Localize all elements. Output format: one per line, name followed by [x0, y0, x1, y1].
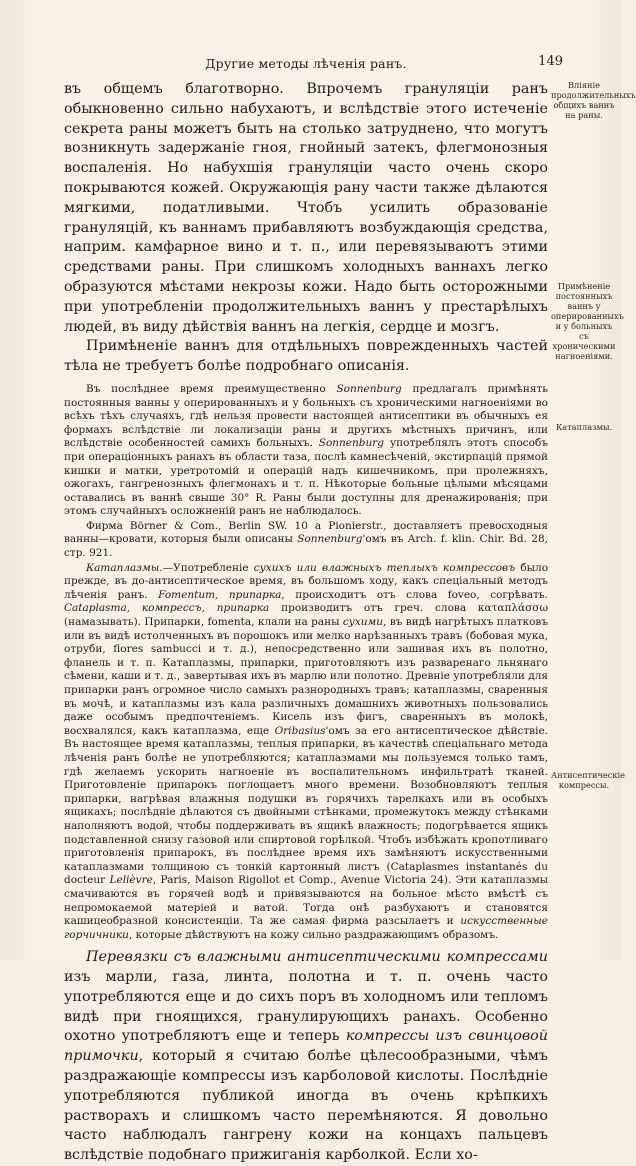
- emphasis-text: Sonnenburg: [318, 437, 385, 450]
- emphasis-text: Sonnenburg: [297, 533, 363, 546]
- text-run: предлагалъ примѣнять постоянныя ванны у оперированныхъ и у больныхъ съ хроническими нагноеніями во всѣхъ тѣхъ случаяхъ, гдѣ нельзя провести настоящей антисептики въ обычныхъ ея формахъ вслѣдствіе ли локализаціи раны и другихъ мѣстныхъ причинъ, или вслѣдствіе особенностей самихъ больныхъ.: [64, 382, 548, 450]
- paragraph: [64, 337, 548, 377]
- text-run: въ общемъ благотворно. Впрочемъ грануляціи ранъ обыкновенно сильно набухаютъ, и вслѣдствіе этого истеченіе секрета раны можетъ быть на столько затруднено, что могутъ возникнуть задержаніе гноя, гнойный затекъ, флегмонозныя воспаленія. Но набухшія грануляціи часто очень скоро покрываются кожей. Окружающія рану части также дѣлаются мягкими, податливыми. Чтобъ усилить образованіе грануляцій, къ ваннамъ прибавляютъ возбуждающія средства, наприм. камфарное вино и т. п., или перевязываютъ этими средствами раны. При слишкомъ холодныхъ ваннахъ легко образуются мѣстами некрозы кожи. Надо быть осторожными при употребленіи продолжительныхъ ваннъ у престарѣлыхъ людей, въ виду дѣйствія ваннъ на легкія, сердце и мозгъ.: [64, 81, 548, 335]
- emphasis-text: Cataplasma, компрессъ, припарка: [64, 602, 270, 615]
- emphasis-text: Перевязки съ влажными антисептическими компрессами: [86, 949, 548, 966]
- text-run: Примѣненіе ваннъ для отдѣльныхъ поврежденныхъ частей тѣла не требуетъ болѣе подробнаго описанія.: [64, 338, 548, 375]
- emphasis-text: Lelièvre: [109, 874, 153, 887]
- running-title: Другие методы лѣченія ранъ.: [205, 56, 407, 71]
- text-run: Фирма Börner & Com., Berlin SW. 10 a Pionierstr., доставляетъ превосходныя ванны—кровати, которыя были описаны: [64, 519, 548, 546]
- margin-note-antiseptic-compresses: Антисептическіе компрессы.: [551, 770, 625, 790]
- emphasis-text: искусственные горчичники: [64, 915, 548, 941]
- emphasis-text: Oribasius: [274, 724, 326, 737]
- emphasis-text: Sonnenburg: [336, 382, 402, 395]
- main-text-column: [64, 80, 548, 1166]
- emphasis-text: сухихъ или влажныхъ теплыхъ компрессовъ: [253, 561, 516, 574]
- emphasis-text: Fomentum, припарка: [158, 588, 282, 601]
- emphasis-text: Катаплазмы.: [86, 561, 163, 574]
- margin-note-baths: Вліяніе продолжительныхъ общихъ ваннъ на раны.: [551, 80, 636, 120]
- text-run: , который я считаю болѣе цѣлесообразными, чѣмъ раздражающіе компрессы изъ карболовой кислоты. Послѣдніе употребляются публикой иногда въ очень крѣпкихъ растворахъ и слишкомъ часто перемѣняются. Я довольно часто наблюдалъ гангрену кожи на концахъ пальцевъ вслѣдствіе подобнаго прижиганія карболкой. Если хо-: [64, 1048, 548, 1164]
- emphasis-text: сухими: [342, 616, 383, 629]
- text-run: 'омъ за его антисептическое дѣйствіе. Въ настоящее время катаплазмы, теплыя припарки, въ качествѣ спеціальнаго метода лѣченія ранъ болѣе не употребляются; катаплазмами мы пользуемся только тамъ, гдѣ желаемъ ускорить нагноеніе въ воспалительномъ инфильтратѣ тканей. Приготовленіе припарокъ поглощаетъ много времени. Возобновляютъ теплыя припарки, нагрѣвая влажныя подушки въ горячихъ тарелкахъ или въ особыхъ ящикахъ; послѣдніе дѣлаются съ двойными стѣнками, промежутокъ между стѣнками наполняютъ водой, чтобы поддерживать въ ящикѣ влажность; подогрѣвается ящикъ подставленной снизу газовой или спиртовой горѣлкой. Чтобъ избѣжать кропотливаго приготовленія припарокъ, въ послѣднее время ихъ замѣняютъ искусственными катаплазмами толщиною съ тонкій картонный листъ (Cataplasmes instantanés du docteur: [64, 724, 548, 887]
- page-number: 149: [538, 54, 563, 69]
- paragraph: [64, 520, 548, 561]
- text-run: , въ видѣ нагрѣтыхъ платковъ или въ видѣ истолченныхъ въ порошокъ или мелко нарѣзанныхъ травъ (бобовая мука, отруби, flores sambucci и т. д.), непосредственно или зашивая ихъ въ полотно, фланель и т. п. Катаплазмы, припарки, приготовляютъ изъ разваренаго льнянаго сѣмени, каши и т. д., завертывая ихъ въ марлю или полотно. Древніе употребляли для припарки ранъ огромное число самыхъ разнородныхъ травъ; катаплазмы, сваренныя въ мочѣ, и катаплазмы изъ кала различныхъ домашнихъ животныхъ пользовались даже особымъ предпочтеніемъ. Кисель изъ фигъ, сваренныхъ въ молокѣ, восхвалялся, какъ катаплазма, еще: [64, 616, 549, 737]
- margin-note-cataplasms: Катаплазмы.: [555, 422, 613, 432]
- text-run: , Paris, Maison Rigollot et Comp., Avenue Victoria 24). Эти катаплазмы смачиваются въ горячей водѣ и привязываются на больное мѣсто вмѣстѣ съ непромокаемой матеріей и ватой. Тогда онѣ разбухаютъ и становятся кашицеобразной консистенціи. Та же самая фирма разсылаетъ и: [64, 874, 548, 928]
- text-run: 'омъ въ Arch. f. klin. Chir. Bd. 28, стр. 921.: [64, 533, 548, 560]
- paragraph: [64, 562, 548, 943]
- text-run: , происходитъ отъ слова foveo, согрѣвать.: [281, 588, 548, 601]
- text-run: , которые дѣйствуютъ на кожу сильно раздражающимъ образомъ.: [128, 928, 499, 941]
- text-run: —Употребленіе: [162, 561, 254, 574]
- margin-note-permanent-baths: Примѣненіе постоянныхъ ваннъ у оперированныхъ и у больныхъ съ хроническими нагноеніями.: [551, 281, 624, 361]
- paragraph: [64, 80, 548, 337]
- paragraph: [64, 948, 548, 1166]
- text-run: было прежде, въ до-антисептическое время, въ большомъ ходу, какъ спеціальный методъ лѣченія ранъ.: [64, 561, 549, 601]
- paragraph: [64, 383, 548, 519]
- emphasis-text: компрессы изъ свинцовой примочки: [64, 1028, 548, 1065]
- text-run: производитъ отъ греч. слова καταπλάσσω (намазывать). Припарки, fomenta, клали на раны: [64, 602, 549, 629]
- text-run: изъ марли, газа, линта, полотна и т. п. очень часто употребляются еще и до сихъ поръ въ холодномъ или тепломъ видѣ при гноящихся, гранулирующихъ ранахъ. Особенно охотно употребляютъ еще и теперь: [64, 969, 548, 1045]
- text-run: Въ послѣднее время преимущественно: [86, 382, 337, 395]
- text-run: употреблялъ этотъ способъ при операціонныхъ ранахъ въ области таза, послѣ камнесѣченій, экстирпацій прямой кишки и матки, уретротомій и операцій надъ кишечникомъ, при пролежняхъ, ожогахъ, гангренозныхъ флегмонахъ и т. п. Нѣкоторые больные цѣлыми мѣсяцами оставались въ ваннѣ свыше 30° R. Раны были доступны для дренажированія; при этомъ случайныхъ осложненій ранъ не наблюдалось.: [64, 437, 548, 518]
